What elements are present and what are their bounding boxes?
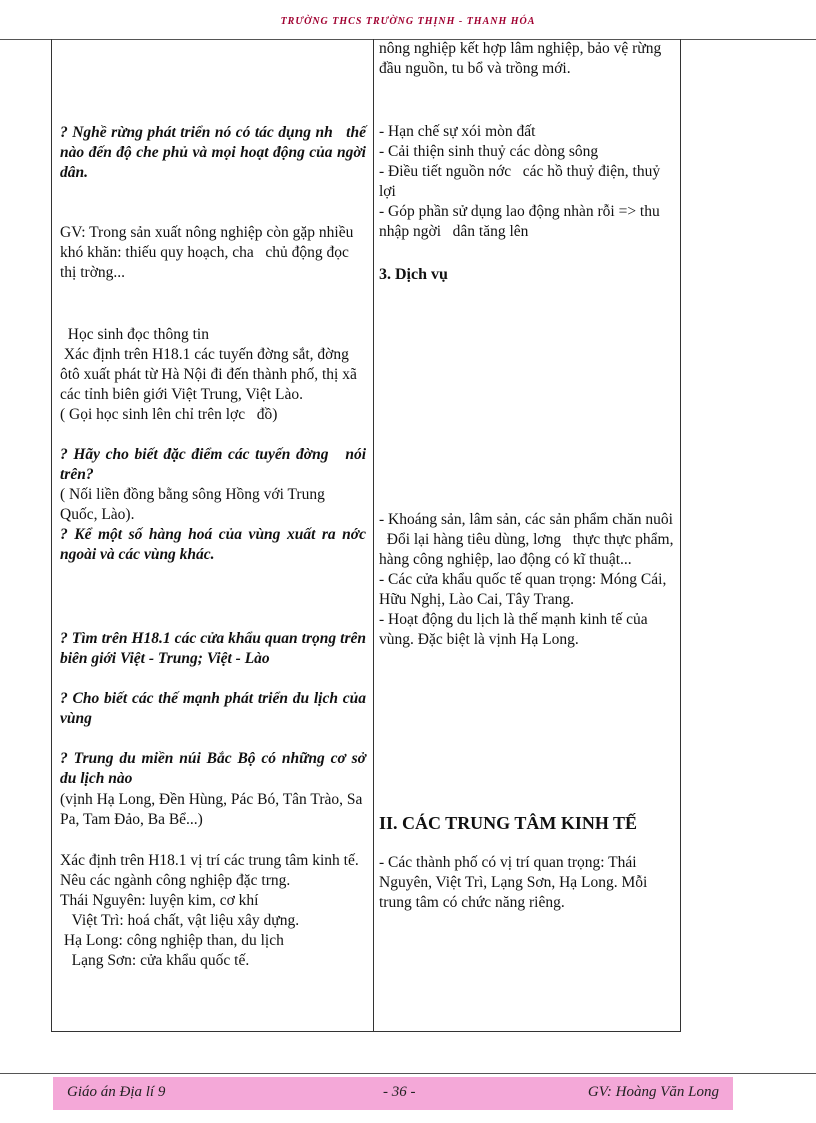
question-border-gates: ? Tìm trên H18.1 các cửa khẩu quan trọng trên biên giới Việt - Trung; Việt - Lào [60,630,370,667]
footer-teacher: GV: Hoàng Văn Long [587,1084,719,1100]
page-header-title: TRƯỜNG THCS TRƯỜNG THỊNH - THANH HÓA [280,16,536,27]
footer-rule [0,1073,816,1074]
footer-page-number: - 36 - [383,1084,416,1100]
lesson-table [51,39,681,1032]
footer-bar [53,1077,733,1110]
question-tourism-sites: ? Trung du miền núi Bắc Bộ có những cơ sở du lịch nào [60,750,370,787]
economic-centers-task: Xác định trên H18.1 vị trí các trung tâm kinh tế. Nêu các ngành công nghiệp đặc trng. Thái Nguyên: luyện kim, cơ khí Việt Trì: hoá chất, vật liệu xây dựng. Hạ Long: công nghiệp than, du lịch Lạng Sơn: cửa khẩu quốc tế. [60,852,359,969]
economic-centers-text: - Các thành phố có vị trí quan trọng: Thái Nguyên, Việt Trì, Lạng Sơn, Hạ Long. Mỗi trung tâm có chức năng riêng. [379,854,652,911]
answer-routes: ( Nối liền đồng bằng sông Hồng với Trung Quốc, Lào). [60,486,329,523]
economic-centers-heading: II. CÁC TRUNG TÂM KINH TẾ [379,813,638,833]
question-forest-effects: ? Nghề rừng phát triển nó có tác dụng nh thế nào đến độ che phủ và mọi hoạt động của ngời dân. [60,124,378,181]
question-export: ? Kể một số hàng hoá của vùng xuất ra nớc ngoài và các vùng khác. [60,526,378,563]
footer-subject: Giáo án Địa lí 9 [67,1084,166,1100]
question-tourism: ? Cho biết các thế mạnh phát triển du lịch của vùng [60,690,370,727]
answer-tourism-sites: (vịnh Hạ Long, Đền Hùng, Pác Bó, Tân Trào, Sa Pa, Tam Đảo, Ba Bể...) [60,791,367,828]
question-routes: ? Hãy cho biết đặc điểm các tuyến đờng nói trên? [60,446,370,483]
reading-instruction: Học sinh đọc thông tin Xác định trên H18.1 các tuyến đờng sắt, đờng ôtô xuất phát từ Hà Nội đi đến thành phố, thị xã các tỉnh biên giới Việt Trung, Việt Lào. ( Gọi học sinh lên chỉ trên lợc đồ) [60,326,357,423]
forest-effects-list: - Hạn chế sự xói mòn đất - Cải thiện sinh thuỷ các dòng sông - Điều tiết nguồn nớc các hồ thuỷ điện, thuỷ lợi - Góp phần sử dụng lao động nhàn rỗi => thu nhập ngời dân tăng lên [379,123,661,240]
teacher-note: GV: Trong sản xuất nông nghiệp còn gặp nhiều khó khăn: thiếu quy hoạch, cha chủ động đọc thị trờng... [60,224,361,281]
services-list: - Khoáng sản, lâm sản, các sản phẩm chăn nuôi Đổi lại hàng tiêu dùng, lơng thực thực phẩm, hàng công nghiệp, lao động có kĩ thuật... - Các cửa khẩu quốc tế quan trọng: Móng Cái, Hữu Nghị, Lào Cai, Tây Trang. - Hoạt động du lịch là thế mạnh kinh tế của vùng. Đặc biệt là vịnh Hạ Long. [379,511,674,648]
forestry-text: nông nghiệp kết hợp lâm nghiệp, bảo vệ rừng đầu nguồn, tu bổ và trồng mới. [379,40,666,77]
services-heading: 3. Dịch vụ [379,266,448,283]
